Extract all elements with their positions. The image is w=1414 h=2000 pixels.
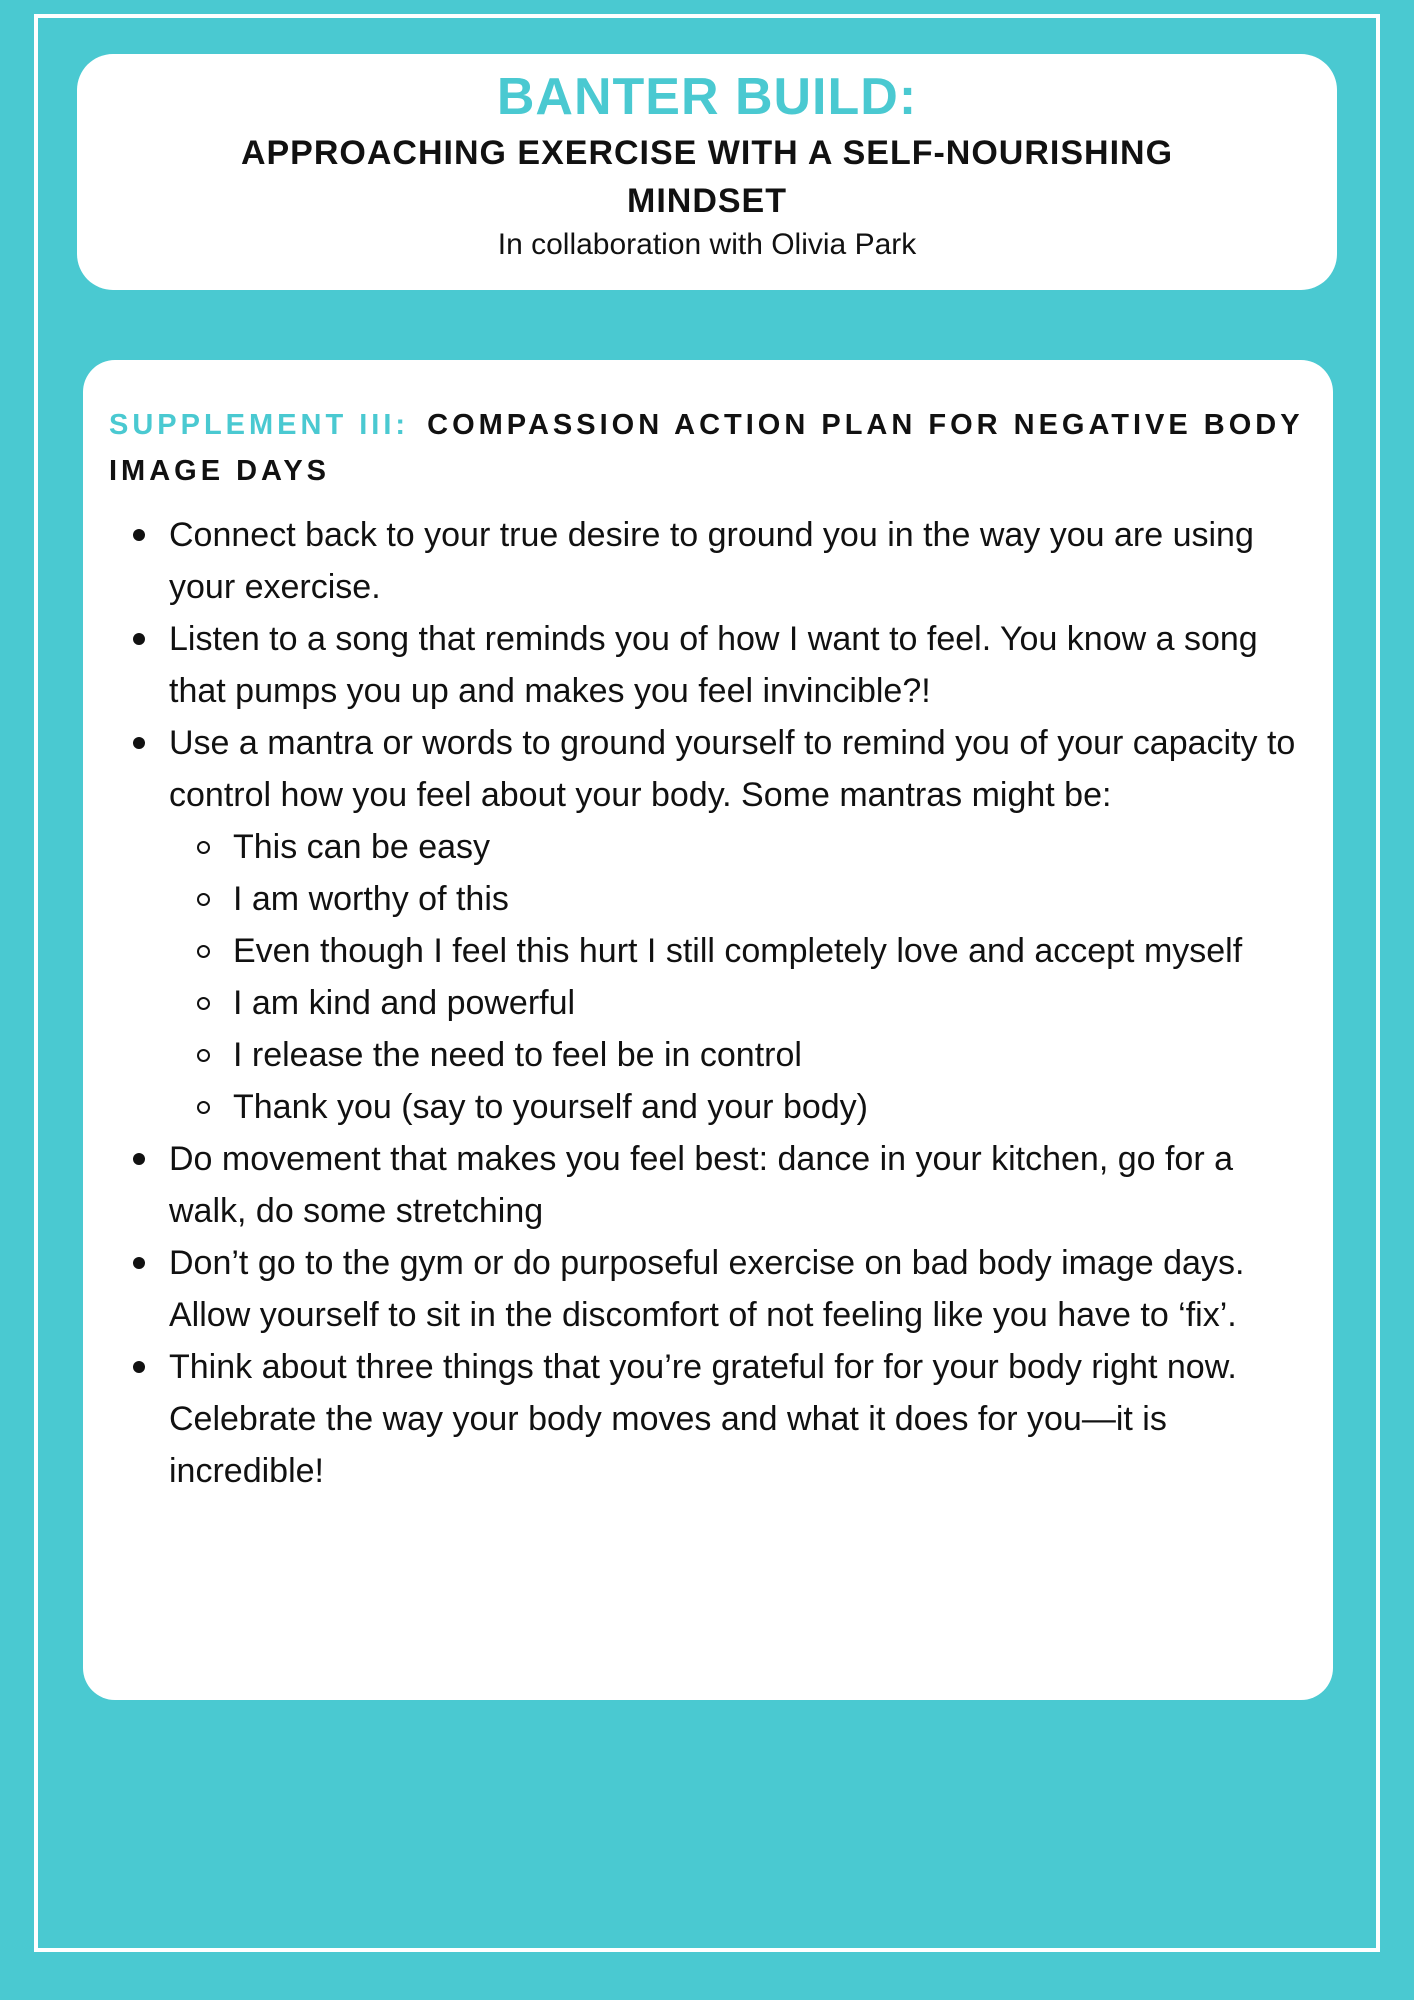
mantra-text: Thank you (say to yourself and your body) — [233, 1087, 868, 1126]
supplement-prefix: SUPPLEMENT III: — [109, 409, 410, 441]
supplement-heading — [109, 402, 1309, 495]
list-item — [109, 1341, 1309, 1497]
list-item — [109, 1133, 1309, 1237]
hollow-bullet-icon — [197, 945, 210, 958]
list-item-text: Don’t go to the gym or do purposeful exercise on bad body image days. Allow yourself to sit in the discomfort of not feeling like you have to ‘fix’. — [169, 1243, 1245, 1334]
bullet-icon — [133, 1257, 145, 1269]
bullet-icon — [133, 1361, 145, 1373]
supplement-card — [83, 360, 1333, 1700]
page-title: BANTER BUILD: — [496, 68, 918, 126]
mantra-item — [169, 977, 1309, 1029]
hollow-bullet-icon — [197, 841, 210, 854]
list-item — [109, 1237, 1309, 1341]
list-item — [109, 613, 1309, 717]
list-item-text: Connect back to your true desire to ground you in the way you are using your exercise. — [169, 515, 1254, 606]
supplement-title: COMPASSION ACTION PLAN FOR NEGATIVE BODY IMAGE DAYS — [109, 409, 1304, 488]
list-item-text: Think about three things that you’re grateful for for your body right now. Celebrate the way your body moves and what it does for you—it is incredible! — [169, 1347, 1237, 1490]
bullet-icon — [133, 633, 145, 645]
list-item-text: Do movement that makes you feel best: dance in your kitchen, go for a walk, do some stretching — [169, 1139, 1234, 1230]
mantra-text: I am kind and powerful — [233, 983, 576, 1022]
hollow-bullet-icon — [197, 1101, 210, 1114]
page-subtitle: APPROACHING EXERCISE WITH A SELF-NOURISHING MINDSET — [240, 134, 1174, 220]
mantra-text: Even though I feel this hurt I still completely love and accept myself — [233, 931, 1243, 970]
mantra-text: I am worthy of this — [233, 879, 509, 918]
mantra-item — [169, 821, 1309, 873]
action-plan-list — [109, 509, 1309, 1497]
mantra-text: This can be easy — [233, 827, 491, 866]
mantra-item — [169, 873, 1309, 925]
mantra-text: I release the need to feel be in control — [233, 1035, 802, 1074]
bullet-icon — [133, 737, 145, 749]
list-item — [109, 717, 1309, 1133]
hollow-bullet-icon — [197, 1049, 210, 1062]
mantra-item — [169, 1029, 1309, 1081]
header-card — [77, 54, 1337, 290]
mantra-list — [169, 821, 1309, 1133]
bullet-icon — [133, 1153, 145, 1165]
collaboration-credit: In collaboration with Olivia Park — [497, 228, 917, 262]
list-item-text: Listen to a song that reminds you of how I want to feel. You know a song that pumps you up and makes you feel invincible?! — [169, 619, 1258, 710]
list-item-text: Use a mantra or words to ground yourself to remind you of your capacity to control how you feel about your body. Some mantras might be: — [169, 723, 1296, 814]
mantra-item — [169, 925, 1309, 977]
list-item — [109, 509, 1309, 613]
hollow-bullet-icon — [197, 893, 210, 906]
mantra-item — [169, 1081, 1309, 1133]
hollow-bullet-icon — [197, 997, 210, 1010]
bullet-icon — [133, 529, 145, 541]
